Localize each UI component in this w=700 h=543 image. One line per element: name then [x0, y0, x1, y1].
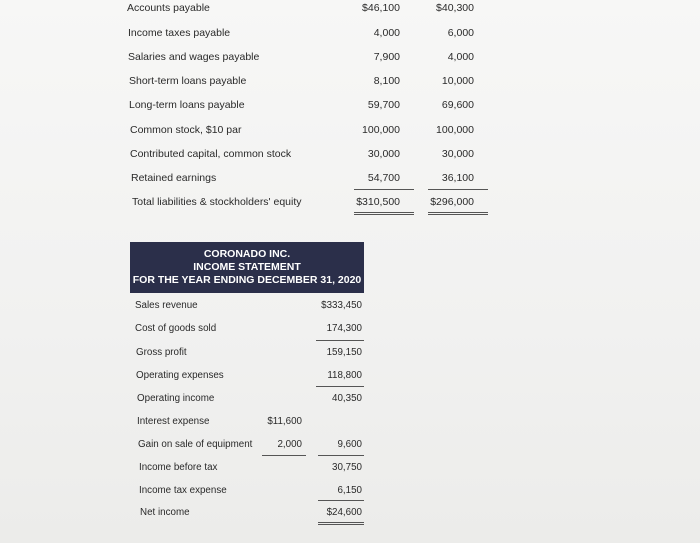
bs-label: Accounts payable	[127, 2, 210, 14]
bs-value-current: 100,000	[362, 124, 400, 136]
bs-total-current: $310,500	[356, 196, 400, 208]
bs-label: Income taxes payable	[128, 27, 231, 39]
is-label: Gross profit	[136, 347, 187, 358]
double-underline-rule	[318, 524, 364, 525]
bs-value-prior: 6,000	[447, 27, 474, 39]
bs-label: Short-term loans payable	[129, 75, 247, 87]
underline-rule	[428, 189, 488, 190]
underline-rule	[262, 455, 306, 456]
bs-value-current: 4,000	[373, 27, 400, 39]
is-label: Income before tax	[139, 462, 218, 473]
is-value: 159,150	[326, 347, 362, 358]
is-label: Operating expenses	[136, 370, 224, 381]
bs-value-prior: $40,300	[436, 2, 474, 14]
bs-row-long-term-loans	[0, 99, 700, 123]
bs-value-prior: 10,000	[441, 75, 474, 87]
bs-row-retained-earnings	[0, 172, 700, 196]
bs-label: Long-term loans payable	[129, 99, 245, 111]
underline-rule	[318, 500, 364, 501]
statement-period: FOR THE YEAR ENDING DECEMBER 31, 2020	[132, 274, 362, 286]
bs-label: Salaries and wages payable	[128, 51, 260, 63]
bs-total-label: Total liabilities & stockholders' equity	[132, 196, 302, 208]
is-label: Cost of goods sold	[135, 323, 217, 334]
is-value: 9,600	[337, 439, 362, 450]
bs-row-short-term-loans	[0, 75, 700, 99]
double-underline-rule	[428, 212, 488, 213]
underline-rule	[316, 386, 364, 387]
bs-value-current: 8,100	[373, 75, 400, 87]
bs-label: Retained earnings	[131, 172, 217, 184]
is-value: 118,800	[327, 370, 362, 381]
is-value: 6,150	[337, 485, 362, 496]
double-underline-rule	[428, 214, 488, 215]
bs-value-prior: 4,000	[447, 51, 474, 63]
bs-value-current: 7,900	[373, 51, 400, 63]
income-statement-header	[130, 242, 364, 293]
is-value: 174,300	[326, 323, 362, 334]
is-value: $24,600	[326, 507, 362, 518]
bs-value-current: 54,700	[367, 172, 400, 184]
bs-value-current: $46,100	[362, 2, 400, 14]
double-underline-rule	[354, 214, 414, 215]
underline-rule	[318, 455, 364, 456]
is-value: 30,750	[332, 462, 362, 473]
bs-row-contributed-capital	[0, 148, 700, 172]
double-underline-rule	[354, 212, 414, 213]
bs-row-salaries-payable	[0, 51, 700, 75]
bs-row-accounts-payable	[0, 2, 700, 26]
is-mid-value: $11,600	[267, 416, 302, 427]
bs-value-prior: 69,600	[441, 99, 474, 111]
company-name: CORONADO INC.	[203, 248, 291, 260]
underline-rule	[354, 189, 414, 190]
bs-value-prior: 30,000	[441, 148, 474, 160]
double-underline-rule	[318, 522, 364, 523]
is-label: Sales revenue	[135, 300, 198, 311]
is-label: Interest expense	[137, 416, 210, 427]
bs-value-current: 59,700	[367, 99, 400, 111]
bs-total-prior: $296,000	[430, 196, 474, 208]
underline-rule	[316, 340, 364, 341]
is-mid-value: 2,000	[277, 439, 302, 450]
bs-value-prior: 100,000	[436, 124, 474, 136]
bs-label: Common stock, $10 par	[130, 124, 242, 136]
bs-row-common-stock	[0, 124, 700, 148]
is-label: Net income	[140, 507, 190, 518]
is-value: 40,350	[332, 393, 362, 404]
bs-row-total-liabilities-equity	[0, 196, 700, 220]
is-value: $333,450	[321, 300, 362, 311]
is-label: Operating income	[137, 393, 215, 404]
is-label: Gain on sale of equipment	[138, 439, 253, 450]
bs-label: Contributed capital, common stock	[130, 148, 292, 160]
bs-value-prior: 36,100	[441, 172, 474, 184]
statement-title: INCOME STATEMENT	[193, 261, 301, 273]
bs-value-current: 30,000	[367, 148, 400, 160]
is-label: Income tax expense	[139, 485, 227, 496]
bs-row-income-taxes-payable	[0, 27, 700, 51]
